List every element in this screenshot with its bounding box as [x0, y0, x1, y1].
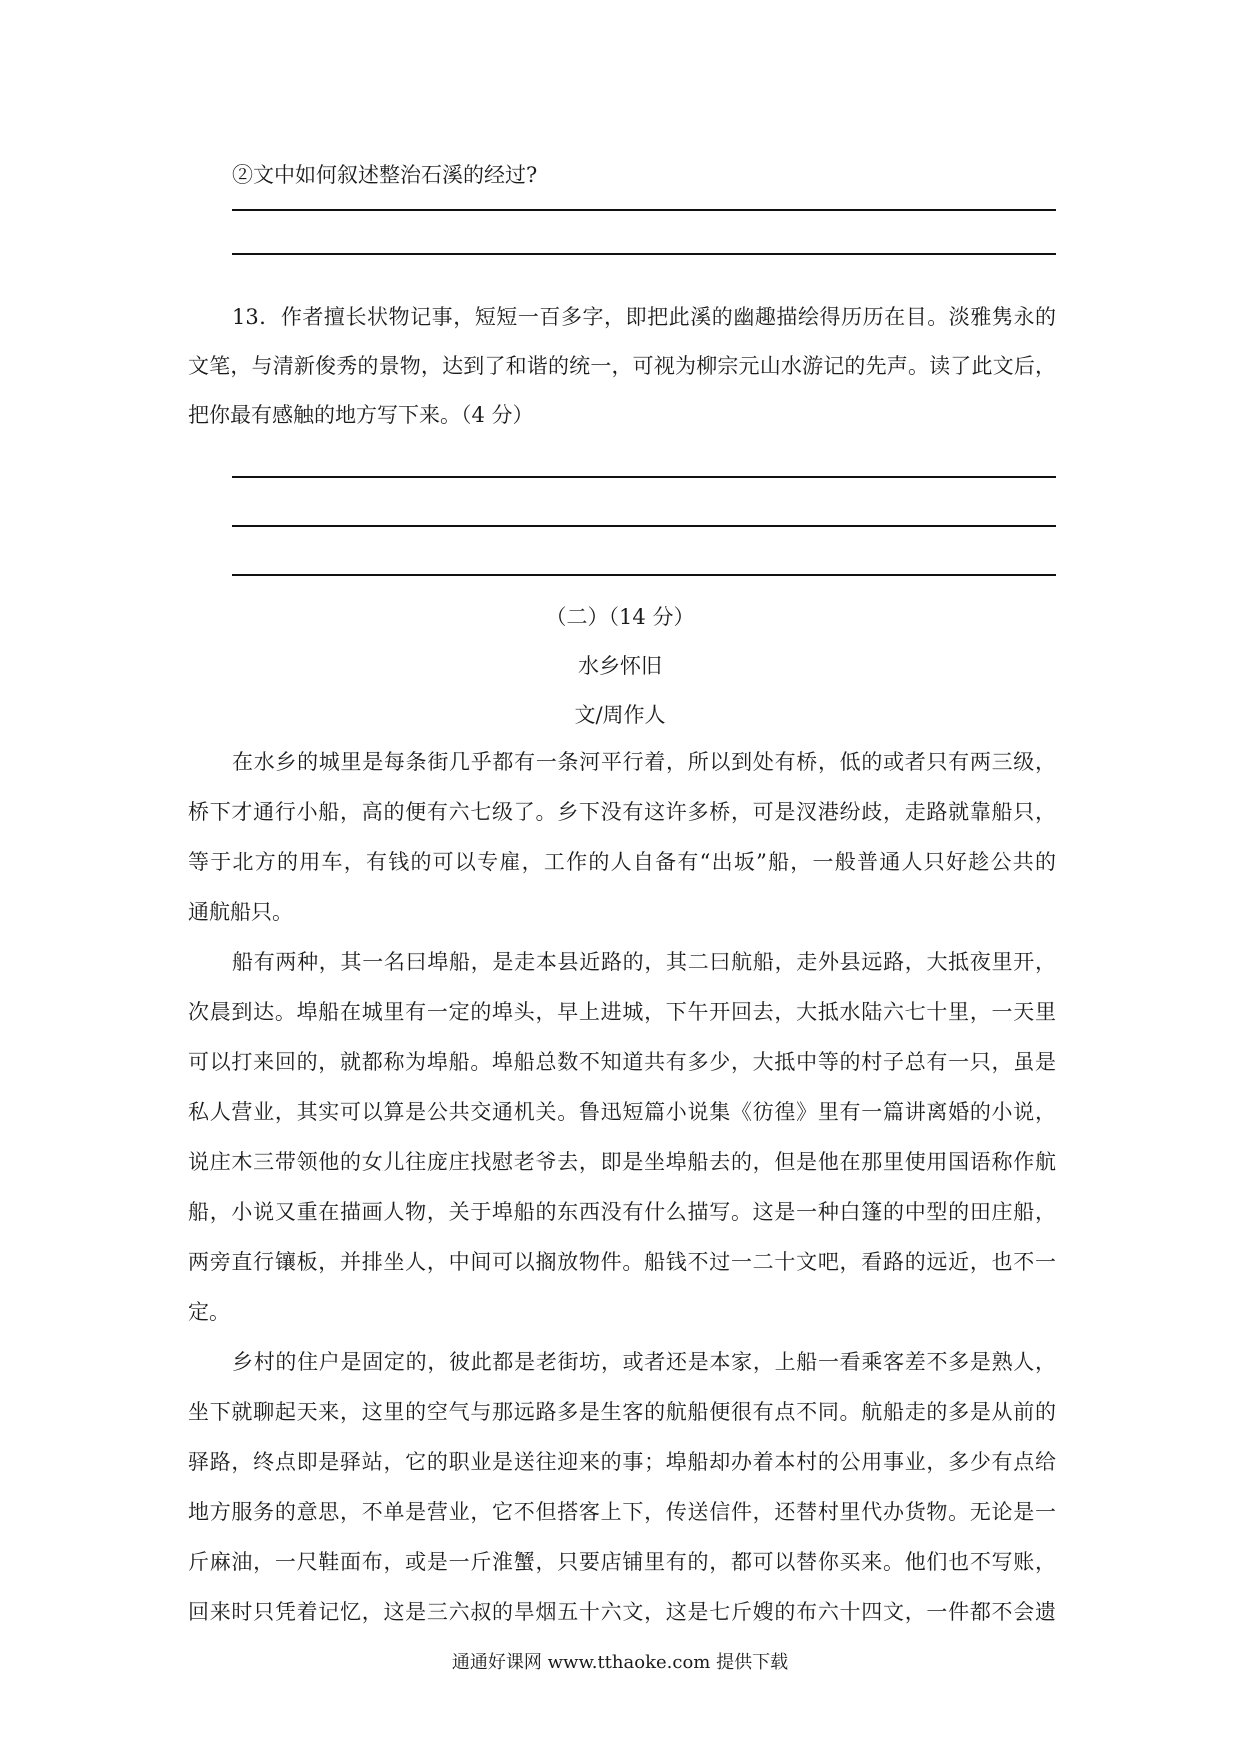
page-footer: 通通好课网 www.tthaoke.com 提供下载: [451, 1652, 789, 1673]
paragraph-line: 等于北方的用车，有钱的可以专雇，工作的人自备有“出坂”船，一般普通人只好趁公共的: [188, 850, 1056, 874]
paragraph-line: 桥下才通行小船，高的便有六七级了。乡下没有这许多桥，可是汊港纷歧，走路就靠船只，: [188, 800, 1056, 824]
paragraph-line: 可以打来回的，就都称为埠船。埠船总数不知道共有多少，大抵中等的村子总有一只，虽是: [188, 1050, 1056, 1074]
answer-line: [232, 525, 1056, 527]
article-title: 水乡怀旧: [578, 654, 662, 678]
answer-line: [232, 574, 1056, 576]
answer-line: [232, 253, 1056, 255]
paragraph-line: 回来时只凭着记忆，这是三六叔的旱烟五十六文，这是七斤嫂的布六十四文，一件都不会遗: [188, 1600, 1056, 1624]
paragraph-line: 船，小说又重在描画人物，关于埠船的东西没有什么描写。这是一种白篷的中型的田庄船，: [188, 1200, 1056, 1224]
paragraph-line: 定。: [188, 1300, 230, 1324]
question-13-line: 文笔，与清新俊秀的景物，达到了和谐的统一，可视为柳宗元山水游记的先声。读了此文后，: [188, 354, 1056, 378]
paragraph-line: 两旁直行镶板，并排坐人，中间可以搁放物件。船钱不过一二十文吧，看路的远近，也不一: [188, 1250, 1056, 1274]
paragraph-line: 驿路，终点即是驿站，它的职业是送往迎来的事；埠船却办着本村的公用事业，多少有点给: [188, 1450, 1056, 1474]
section-label: （二）（14 分）: [545, 605, 695, 629]
paragraph-line: 乡村的住户是固定的，彼此都是老街坊，或者还是本家，上船一看乘客差不多是熟人，: [232, 1350, 1056, 1374]
question-2: ②文中如何叙述整治石溪的经过?: [232, 163, 538, 187]
paragraph-line: 船有两种，其一名曰埠船，是走本县近路的，其二曰航船，走外县远路，大抵夜里开，: [232, 950, 1056, 974]
answer-line: [232, 209, 1056, 211]
article-author: 文/周作人: [574, 703, 666, 727]
paragraph-line: 私人营业，其实可以算是公共交通机关。鲁迅短篇小说集《彷徨》里有一篇讲离婚的小说，: [188, 1100, 1056, 1124]
paragraph-line: 通航船只。: [188, 900, 293, 924]
paragraph-line: 说庄木三带领他的女儿往庞庄找慰老爷去，即是坐埠船去的，但是他在那里使用国语称作航: [188, 1150, 1056, 1174]
paragraph-line: 斤麻油，一尺鞋面布，或是一斤淮蟹，只要店铺里有的，都可以替你买来。他们也不写账，: [188, 1550, 1056, 1574]
paragraph-line: 地方服务的意思，不单是营业，它不但搭客上下，传送信件，还替村里代办货物。无论是一: [188, 1500, 1056, 1524]
question-13-line: 13．作者擅长状物记事，短短一百多字，即把此溪的幽趣描绘得历历在目。淡雅隽永的: [232, 305, 1056, 329]
paragraph-line: 次晨到达。埠船在城里有一定的埠头，早上进城，下午开回去，大抵水陆六七十里，一天里: [188, 1000, 1056, 1024]
answer-line: [232, 476, 1056, 478]
question-13-line: 把你最有感触的地方写下来。（4 分）: [188, 403, 534, 427]
paragraph-line: 在水乡的城里是每条街几乎都有一条河平行着，所以到处有桥，低的或者只有两三级，: [232, 750, 1056, 774]
paragraph-line: 坐下就聊起天来，这里的空气与那远路多是生客的航船便很有点不同。航船走的多是从前的: [188, 1400, 1056, 1424]
